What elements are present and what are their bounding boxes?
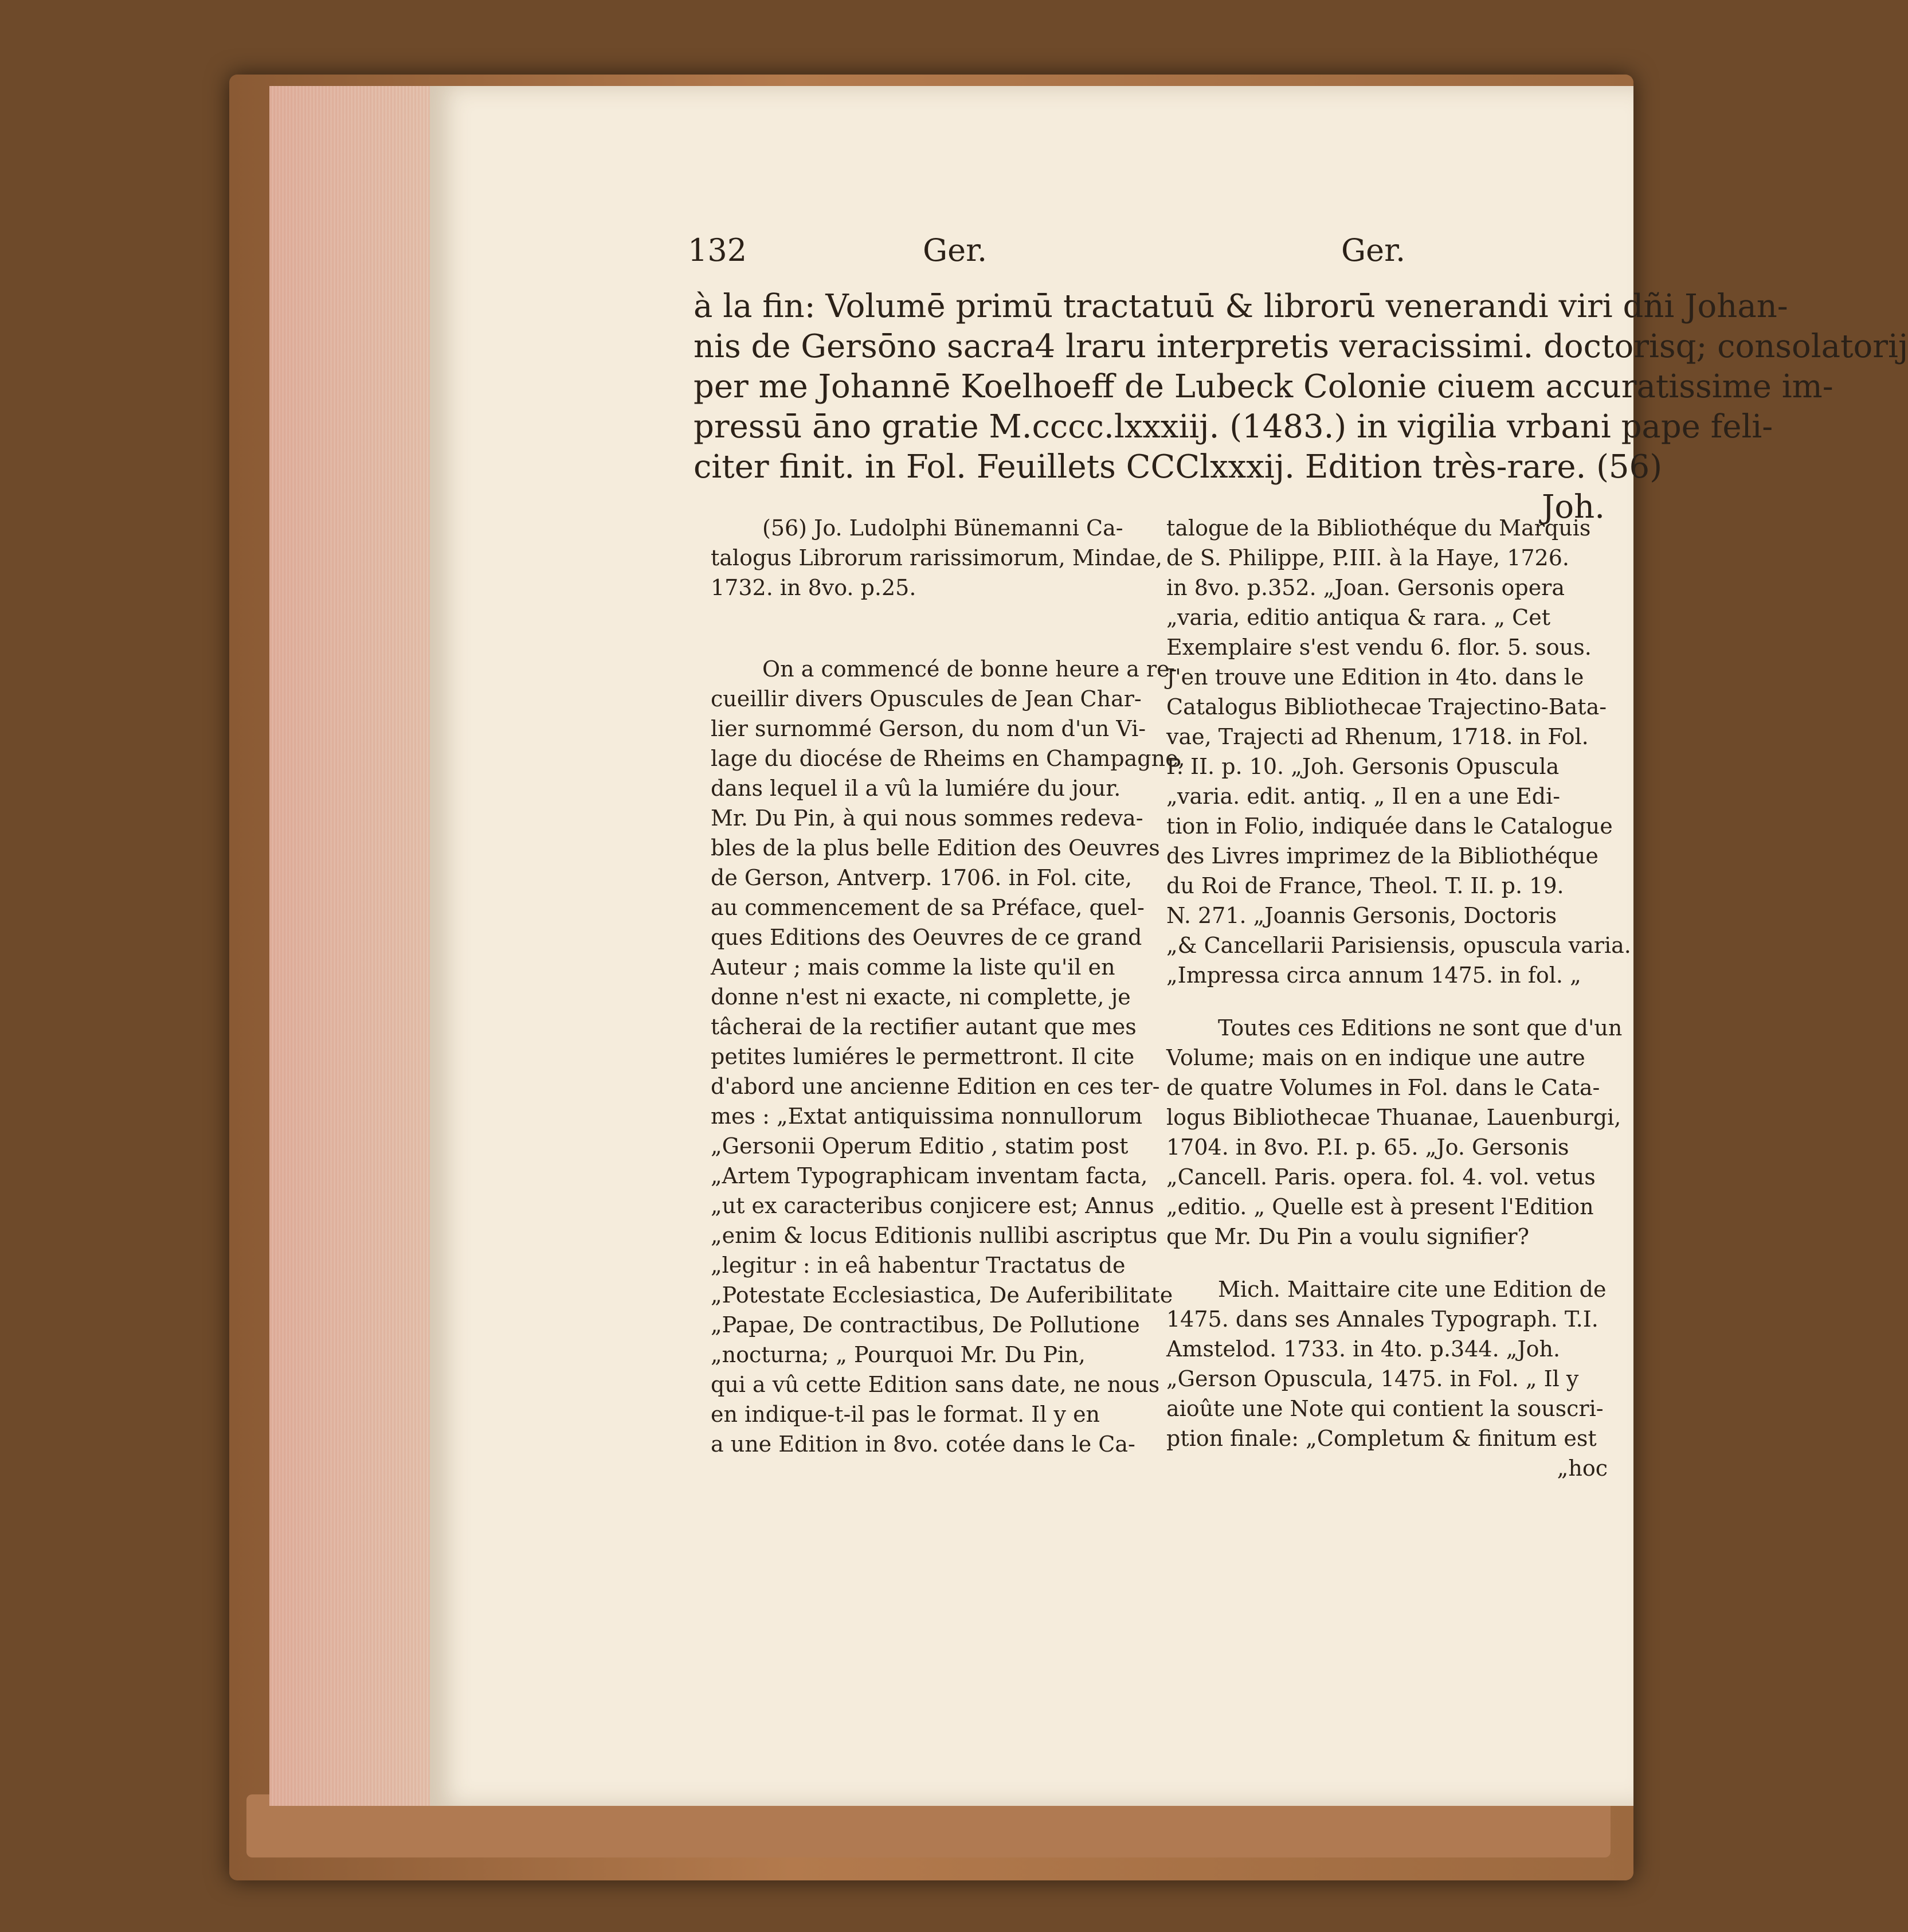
- text-line: „nocturna; „ Pourquoi Mr. Du Pin,: [711, 1342, 1086, 1367]
- text-line: Amstelod. 1733. in 4to. p.344. „Joh.: [1166, 1336, 1561, 1362]
- text-line: „Impressa circa annum 1475. in fol. „: [1166, 963, 1581, 988]
- text-line: de S. Philippe, P.III. à la Haye, 1726.: [1166, 545, 1569, 570]
- text-line: petites lumiéres le permettront. Il cite: [711, 1044, 1135, 1069]
- text-line: „legitur : in eâ habentur Tractatus de: [711, 1253, 1126, 1278]
- title-entry: [694, 287, 1908, 527]
- text-line: lier surnommé Gerson, du nom d'un Vi-: [711, 716, 1146, 741]
- text-line: 1704. in 8vo. P.I. p. 65. „Jo. Gersonis: [1166, 1135, 1569, 1160]
- text-line: Exemplaire s'est vendu 6. flor. 5. sous.: [1166, 635, 1592, 660]
- text-line: „editio. „ Quelle est à present l'Edition: [1166, 1194, 1594, 1219]
- text-line: Volume; mais on en indique une autre: [1166, 1045, 1585, 1070]
- title-catchword: Joh.: [1541, 488, 1605, 526]
- text-line: que Mr. Du Pin a voulu signifier?: [1166, 1224, 1529, 1249]
- text-line: aioûte une Note qui contient la souscri-: [1166, 1396, 1604, 1421]
- text-line: Catalogus Bibliothecae Trajectino-Bata-: [1166, 694, 1607, 719]
- text-line: cueillir divers Opuscules de Jean Char-: [711, 686, 1142, 711]
- text-line: d'abord une ancienne Edition en ces ter-: [711, 1074, 1160, 1099]
- page-number: 132: [688, 232, 747, 268]
- text-line: Auteur ; mais comme la liste qu'il en: [711, 955, 1115, 980]
- right-column: [1166, 513, 1631, 1483]
- left-column: [711, 513, 1185, 1459]
- text-line: J'en trouve une Edition in 4to. dans le: [1166, 664, 1584, 690]
- text-line: du Roi de France, Theol. T. II. p. 19.: [1166, 873, 1564, 898]
- title-line: à la fin: Volumē primū tractatuū & librorū venerandi viri dñi Johan-: [694, 288, 1788, 325]
- title-line: pressū āno gratie M.cccc.lxxxiij. (1483.) in vigilia vrbani pape feli-: [694, 408, 1773, 445]
- text-line: qui a vû cette Edition sans date, ne nous: [711, 1372, 1160, 1397]
- text-line: tâcherai de la rectifier autant que mes: [711, 1014, 1137, 1039]
- text-line: Mich. Maittaire cite une Edition de: [1218, 1277, 1607, 1302]
- footnote-line: talogus Librorum rarissimorum, Mindae,: [711, 545, 1162, 570]
- text-line: „Papae, De contractibus, De Pollutione: [711, 1312, 1140, 1337]
- text-line: „Gerson Opuscula, 1475. in Fol. „ Il y: [1166, 1366, 1579, 1391]
- left-running-head: Ger.: [923, 232, 988, 268]
- right-running-head: Ger.: [1341, 232, 1406, 268]
- text-line: logus Bibliothecae Thuanae, Lauenburgi,: [1166, 1105, 1621, 1130]
- text-line: de Gerson, Antverp. 1706. in Fol. cite,: [711, 865, 1133, 890]
- text-line: „ut ex caracteribus conjicere est; Annus: [711, 1193, 1154, 1218]
- text-line: „& Cancellarii Parisiensis, opuscula varia.: [1166, 933, 1631, 958]
- text-line: tion in Folio, indiquée dans le Catalogue: [1166, 814, 1613, 839]
- footnote-line: 1732. in 8vo. p.25.: [711, 575, 916, 600]
- text-line: On a commencé de bonne heure a re-: [762, 656, 1177, 682]
- text-line: P. II. p. 10. „Joh. Gersonis Opuscula: [1166, 754, 1560, 779]
- text-line: talogue de la Bibliothéque du Marquis: [1166, 515, 1591, 541]
- text-line: mes : „Extat antiquissima nonnullorum: [711, 1104, 1143, 1129]
- footnote-line: (56) Jo. Ludolphi Bünemanni Ca-: [762, 515, 1123, 541]
- page-edges: [269, 86, 436, 1806]
- text-line: „varia. edit. antiq. „ Il en a une Edi-: [1166, 784, 1561, 809]
- text-line: bles de la plus belle Edition des Oeuvres: [711, 835, 1160, 861]
- text-line: lage du diocése de Rheims en Champagne,: [711, 746, 1185, 771]
- text-line: au commencement de sa Préface, quel-: [711, 895, 1145, 920]
- text-line: dans lequel il a vû la lumiére du jour.: [711, 776, 1121, 801]
- title-line: nis de Gersōno sacra4 lraru interpretis veracissimi. doctorisq; consolatorij: [694, 328, 1908, 365]
- text-line: des Livres imprimez de la Bibliothéque: [1166, 843, 1599, 869]
- text-line: „Potestate Ecclesiastica, De Auferibilitate: [711, 1282, 1173, 1308]
- text-line: „Artem Typographicam inventam facta,: [711, 1163, 1148, 1188]
- text-line: vae, Trajecti ad Rhenum, 1718. in Fol.: [1166, 724, 1589, 749]
- catchword: „hoc: [1557, 1456, 1608, 1481]
- text-line: a une Edition in 8vo. cotée dans le Ca-: [711, 1432, 1135, 1457]
- title-line: per me Johannē Koelhoeff de Lubeck Colonie ciuem accuratissime im-: [694, 368, 1833, 405]
- text-line: de quatre Volumes in Fol. dans le Cata-: [1166, 1075, 1600, 1100]
- text-line: „Gersonii Operum Editio , statim post: [711, 1133, 1129, 1159]
- text-line: N. 271. „Joannis Gersonis, Doctoris: [1166, 903, 1557, 928]
- title-line: citer finit. in Fol. Feuillets CCClxxxij. Edition très-rare. (56): [694, 448, 1663, 486]
- text-line: ption finale: „Completum & finitum est: [1166, 1426, 1597, 1451]
- text-line: „varia, editio antiqua & rara. „ Cet: [1166, 605, 1551, 630]
- text-line: 1475. dans ses Annales Typograph. T.I.: [1166, 1307, 1599, 1332]
- text-line: „enim & locus Editionis nullibi ascriptus: [711, 1223, 1158, 1248]
- text-line: „Cancell. Paris. opera. fol. 4. vol. vetus: [1166, 1164, 1596, 1190]
- text-line: Mr. Du Pin, à qui nous sommes redeva-: [711, 805, 1143, 831]
- text-line: in 8vo. p.352. „Joan. Gersonis opera: [1166, 575, 1565, 600]
- text-line: Toutes ces Editions ne sont que d'un: [1218, 1015, 1623, 1041]
- text-line: ques Editions des Oeuvres de ce grand: [711, 925, 1142, 950]
- text-line: en indique-t-il pas le format. Il y en: [711, 1402, 1100, 1427]
- running-header: [688, 232, 1421, 287]
- text-line: donne n'est ni exacte, ni complette, je: [711, 984, 1131, 1010]
